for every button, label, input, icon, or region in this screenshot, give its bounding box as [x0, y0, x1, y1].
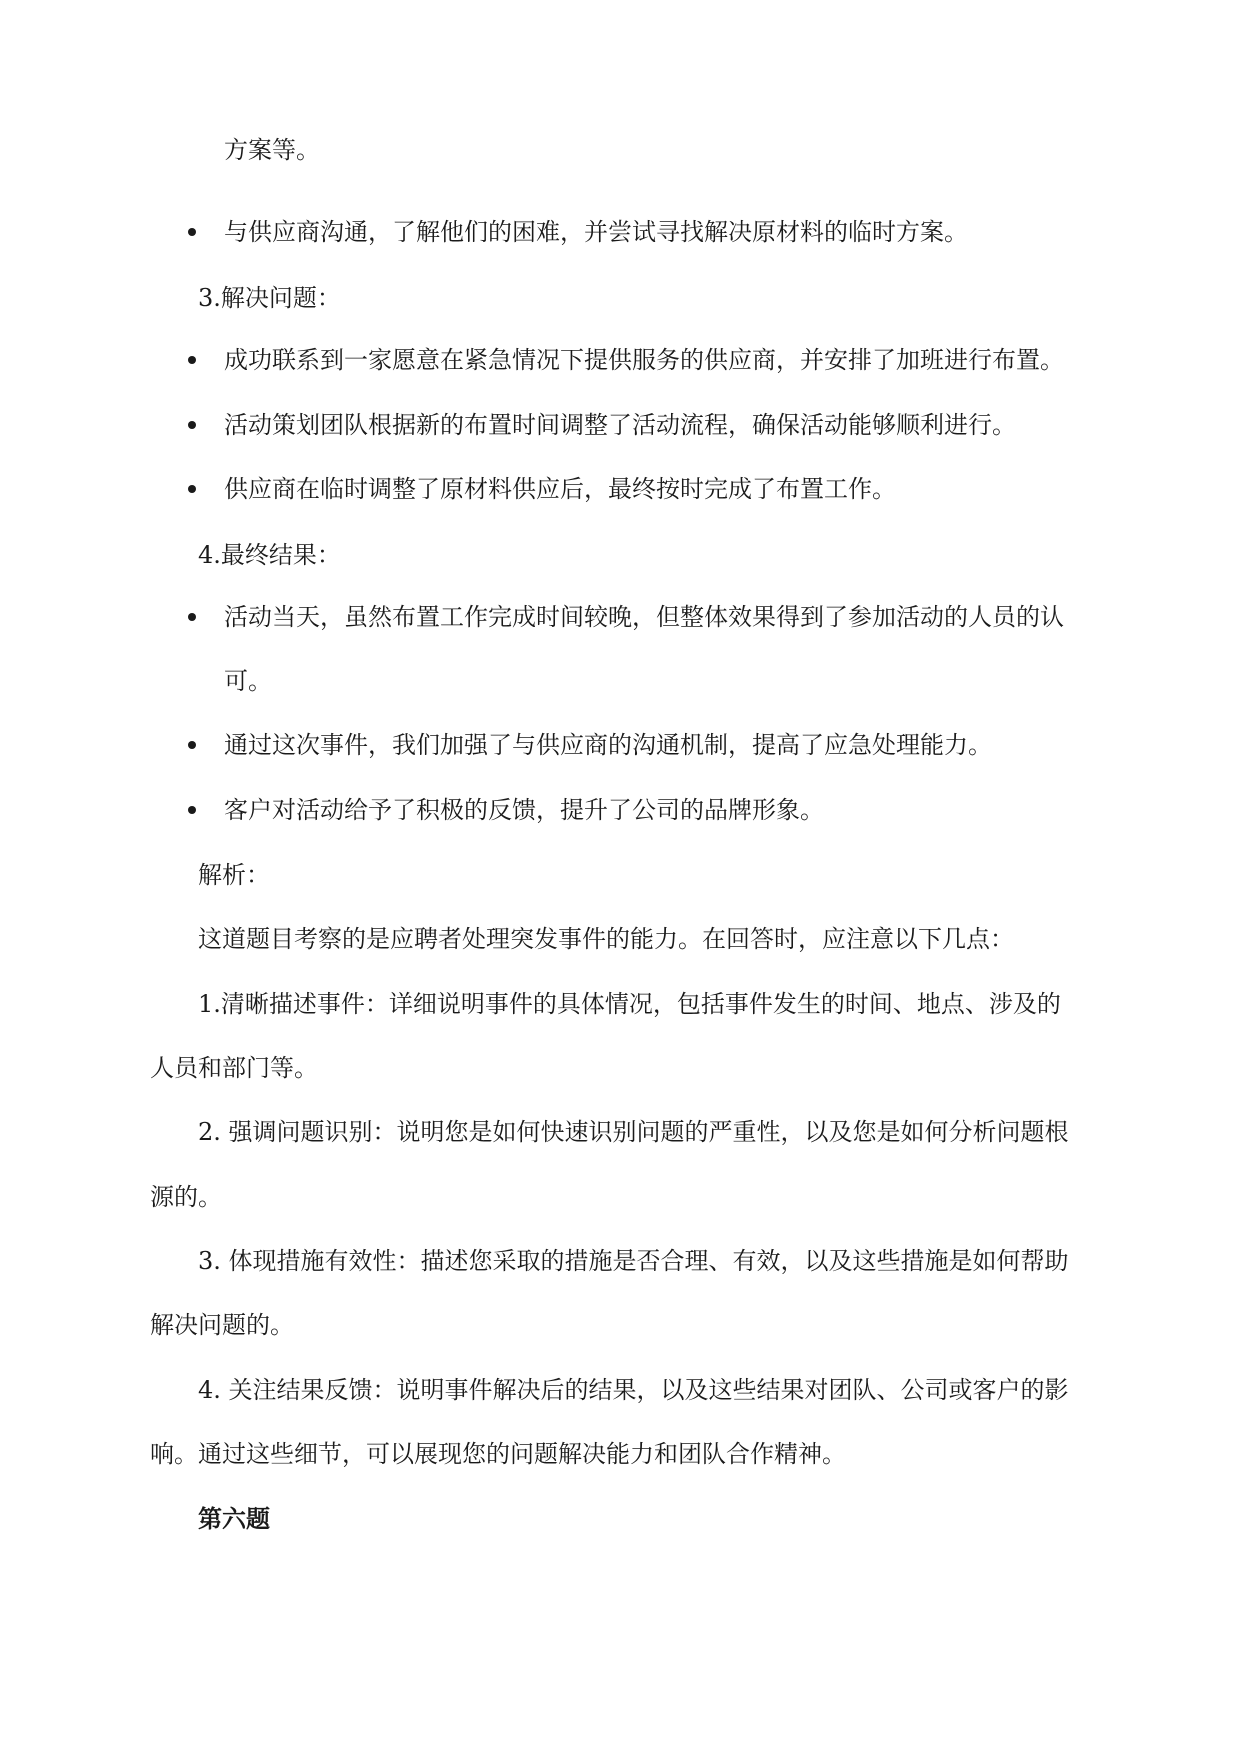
question-title: 第六题	[198, 1504, 270, 1533]
text-line: 可。	[224, 667, 272, 695]
bullet-icon	[188, 228, 196, 236]
bullet-icon	[188, 485, 196, 493]
bullet-icon	[188, 806, 196, 814]
list-item: 与供应商沟通，了解他们的困难，并尝试寻找解决原材料的临时方案。	[224, 218, 968, 246]
paragraph-line: 解决问题的。	[150, 1311, 294, 1339]
paragraph-line: 1.清晰描述事件：详细说明事件的具体情况，包括事件发生的时间、地点、涉及的	[198, 990, 1061, 1018]
bullet-icon	[188, 421, 196, 429]
analysis-heading: 解析：	[198, 861, 270, 889]
section-heading: 3.解决问题：	[198, 284, 341, 312]
section-heading: 4.最终结果：	[198, 541, 341, 569]
list-item: 客户对活动给予了积极的反馈，提升了公司的品牌形象。	[224, 796, 824, 824]
paragraph-line: 2. 强调问题识别：说明您是如何快速识别问题的严重性，以及您是如何分析问题根	[198, 1118, 1069, 1146]
list-item: 通过这次事件，我们加强了与供应商的沟通机制，提高了应急处理能力。	[224, 731, 992, 759]
list-item: 成功联系到一家愿意在紧急情况下提供服务的供应商，并安排了加班进行布置。	[224, 346, 1064, 374]
paragraph-line: 3. 体现措施有效性：描述您采取的措施是否合理、有效，以及这些措施是如何帮助	[198, 1247, 1069, 1275]
paragraph-line: 4. 关注结果反馈：说明事件解决后的结果，以及这些结果对团队、公司或客户的影	[198, 1376, 1069, 1404]
list-item: 活动策划团队根据新的布置时间调整了活动流程，确保活动能够顺利进行。	[224, 411, 1016, 439]
bullet-icon	[188, 356, 196, 364]
list-item: 供应商在临时调整了原材料供应后，最终按时完成了布置工作。	[224, 475, 896, 503]
bullet-icon	[188, 613, 196, 621]
bullet-icon	[188, 741, 196, 749]
paragraph-line: 源的。	[150, 1183, 222, 1211]
paragraph-line: 人员和部门等。	[150, 1054, 318, 1082]
paragraph-line: 响。通过这些细节，可以展现您的问题解决能力和团队合作精神。	[150, 1440, 846, 1468]
paragraph-line: 这道题目考察的是应聘者处理突发事件的能力。在回答时，应注意以下几点：	[198, 925, 1014, 953]
list-item: 活动当天，虽然布置工作完成时间较晚，但整体效果得到了参加活动的人员的认	[224, 603, 1064, 631]
text-line: 方案等。	[224, 136, 320, 164]
